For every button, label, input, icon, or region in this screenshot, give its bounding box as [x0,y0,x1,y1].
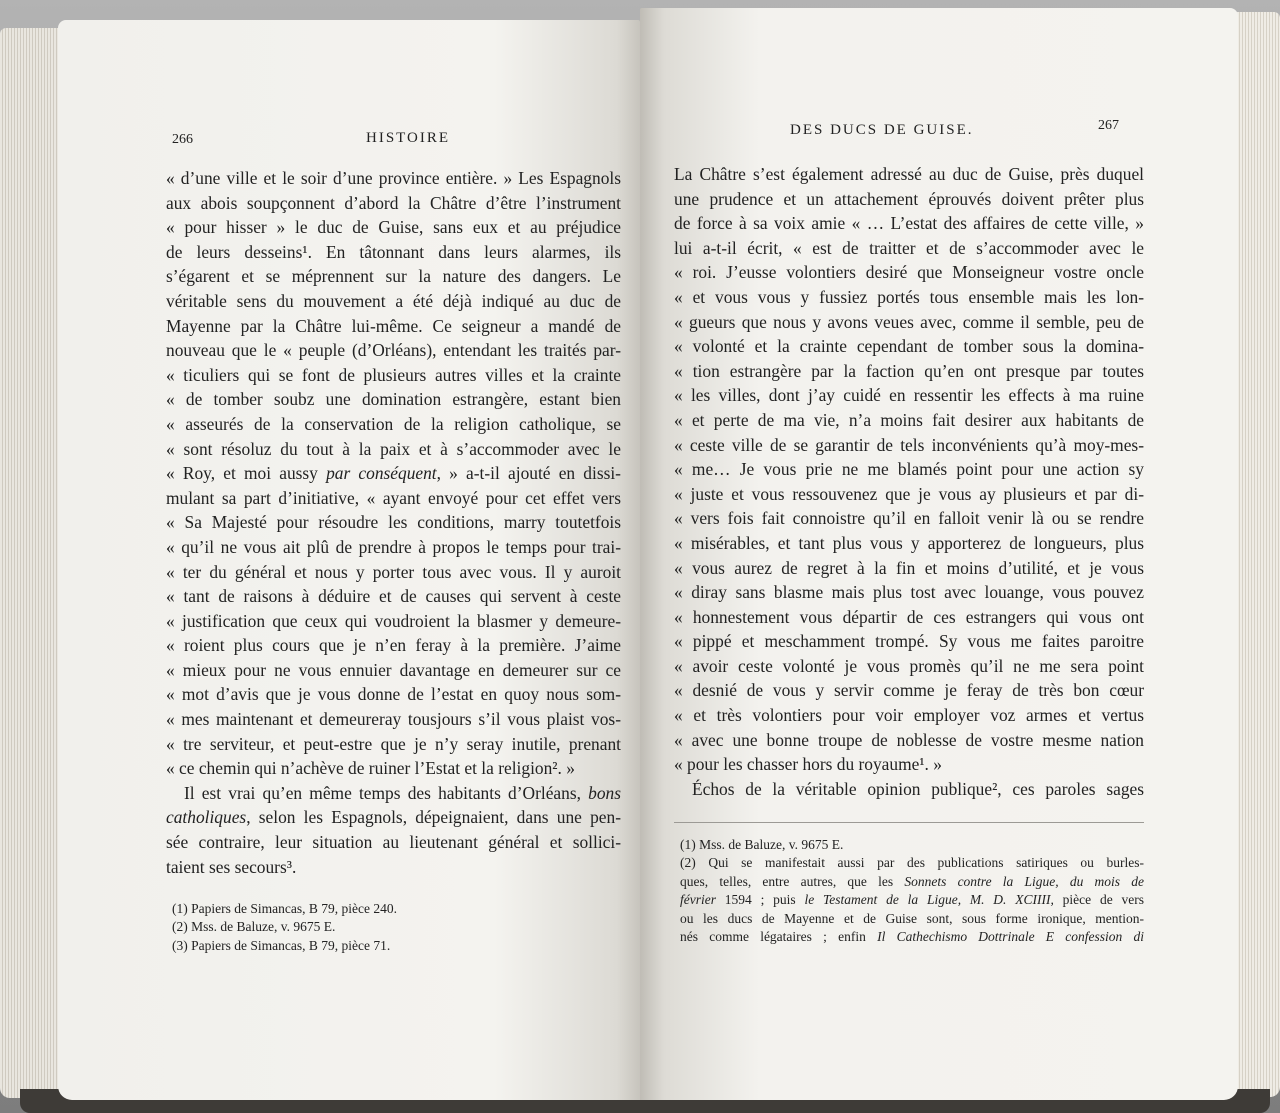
footnote: (1) Papiers de Simancas, B 79, pièce 240. [172,901,397,916]
text-line: « avec une bonne troupe de noblesse de vostre mesme nation [674,729,1144,750]
text-line: « roi. J’eusse volontiers desiré que Monseigneur vostre oncle [674,262,1144,283]
text-line: « qu’il ne vous ait plû de prendre à propos le temps pour trai- [166,536,621,557]
running-head: HISTOIRE [366,130,451,146]
text-line: s’égarent et se méprennent sur la nature des dangers. Le [166,266,621,287]
footnote-line: ou les ducs de Mayenne et de Guise sont, sous forme ironique, mention- [680,910,1144,926]
text-line: « pippé et meschamment trompé. Sy vous me faites paroitre [674,631,1144,652]
footnote-line: ques, telles, entre autres, que les Sonnets contre la Ligue, du mois de [680,873,1144,889]
text-line: « misérables, et tant plus vous y apporterez de longueurs, plus [674,532,1144,553]
text-line: « gueurs que nous y avons veues avec, comme il semble, peu de [674,311,1144,332]
text-line: nouveau que le « peuple (d’Orléans), entendant les traités par- [166,340,621,361]
text-line: « avoir ceste volonté je vous promès qu’il ne me sera point [674,655,1144,676]
text-line: « Roy, et moi aussy par conséquent, » a-t-il ajouté en dissi- [166,463,621,484]
text-line: taient ses secours³. [166,856,297,877]
text-line: « et vous vous y fussiez portés tous ensemble mais les lon- [674,286,1144,307]
text-line: lui a-t-il écrit, « est de traitter et de s’accommoder avec le [674,237,1144,258]
text-line: « ticuliers qui se font de plusieurs autres villes et la crainte [166,364,621,385]
text-line: véritable sens du mouvement a été déjà indiqué au duc de [166,290,621,311]
text-line: aux abois soupçonnent d’abord la Châtre d’être l’instrument [166,192,621,213]
text-line: sée contraire, leur situation au lieutenant général et sollici- [166,832,621,853]
text-line: « volonté et la crainte cependant de tomber sous la domina- [674,336,1144,357]
footnote-rule [674,822,1144,823]
left-page [58,20,640,1100]
text-line: « pour les chasser hors du royaume¹. » [674,754,942,775]
text-line: « tant de raisons à déduire et de causes qui servent à ceste [166,586,621,607]
text-line: « mieux pour ne vous ennuier davantage en demeurer sur ce [166,659,621,680]
text-line: « les villes, dont j’ay cuidé en ressentir les effects à ma ruine [674,385,1144,406]
footnote-line: nés comme légataires ; enfin Il Cathechismo Dottrinale E confession di [680,929,1144,945]
text-line: Échos de la véritable opinion publique², ces paroles sages [692,778,1144,799]
text-line: « et perte de ma vie, n’a moins fait desirer aux habitants de [674,409,1144,430]
body-text [674,162,1144,801]
footnote: (3) Papiers de Simancas, B 79, pièce 71. [172,937,391,953]
text-line: « mot d’avis que je vous donne de l’estat en quoy nous som- [166,684,621,705]
footnote-line: février 1594 ; puis le Testament de la Ligue, M. D. XCIIII, pièce de vers [680,892,1144,908]
text-line: « de tomber soubz une domination estrangère, estant bien [166,389,621,410]
text-line: « ce chemin qui n’achève de ruiner l’Estat et la religion². » [166,758,575,779]
text-line: La Châtre s’est également adressé au duc de Guise, près duquel [674,164,1144,184]
footnote: (2) Mss. de Baluze, v. 9675 E. [172,919,336,935]
text-line: « diray sans blasme mais plus tost avec louange, vous pouvez [674,582,1144,603]
text-line: « asseurés de la conservation de la religion catholique, se [166,413,621,434]
footnote: (1) Mss. de Baluze, v. 9675 E. [680,837,844,852]
footnotes [680,836,1144,946]
text-line: Mayenne par la Châtre lui-même. Ce seigneur a mandé de [166,315,621,336]
page-number: 267 [1098,118,1119,133]
text-line: « roient plus cours que je n’en feray à la première. J’aime [166,635,621,656]
text-line: « vous aurez de regret à la fin et moins d’utilité, et je vous [674,557,1144,578]
text-line: de leurs desseins¹. En tâtonnant dans leurs alarmes, ils [166,241,621,262]
page-number: 266 [172,132,193,147]
text-line: « tre serviteur, et peut-estre que je n’y seray inutile, prenant [166,733,621,754]
text-line: « et très volontiers pour voir employer voz armes et vertus [674,705,1144,726]
text-line: « honnestement vous départir de ces estrangers qui vous ont [674,606,1144,627]
text-line: « tion estrangère par la faction qu’en ont presque par toutes [674,360,1144,381]
text-line: « d’une ville et le soir d’une province entière. » Les Espagnols [166,168,621,188]
text-line: catholiques, selon les Espagnols, dépeignaient, dans une pen- [166,807,621,828]
text-line: « ter du général et nous y porter tous avec vous. Il y auroit [166,561,621,582]
footnotes [172,900,512,955]
text-line: « Sa Majesté pour résoudre les conditions, marry toutetfois [166,512,621,533]
text-line: « juste et vous ressouvenez que je vous ay plusieurs et par di- [674,483,1144,504]
running-head: DES DUCS DE GUISE. [790,122,974,138]
text-line: « me… Je vous prie ne me blamés point pour une action sy [674,459,1144,480]
text-line: « ceste ville de se garantir de tels inconvénients qu’à moy-mes- [674,434,1144,455]
text-line: « desnié de vous y servir comme je feray de très bon cœur [674,680,1144,701]
footnote: (2) Qui se manifestait aussi par des publications satiriques ou burles- [680,855,1144,871]
text-line: une prudence et un attachement éprouvés doivent prêter plus [674,188,1144,209]
text-line: « pour hisser » le duc de Guise, sans eux et au préjudice [166,217,621,238]
text-line: de force à sa voix amie « … L’estat des affaires de cette ville, » [674,213,1144,234]
text-line: mulant sa part d’initiative, « ayant envoyé pour cet effet vers [166,487,621,508]
text-line: « sont résoluz du tout à la paix et à s’accommoder avec le [166,438,621,459]
text-line: Il est vrai qu’en même temps des habitants d’Orléans, bons [184,782,621,803]
right-page [640,8,1238,1100]
text-line: « mes maintenant et demeureray tousjours s’il vous plaist vos- [166,709,621,730]
text-line: « vers fois fait connoistre qu’il en falloit venir là ou se rendre [674,508,1144,529]
text-line: « justification que ceux qui voudroient la blasmer y demeure- [166,610,621,631]
body-text [166,166,621,879]
